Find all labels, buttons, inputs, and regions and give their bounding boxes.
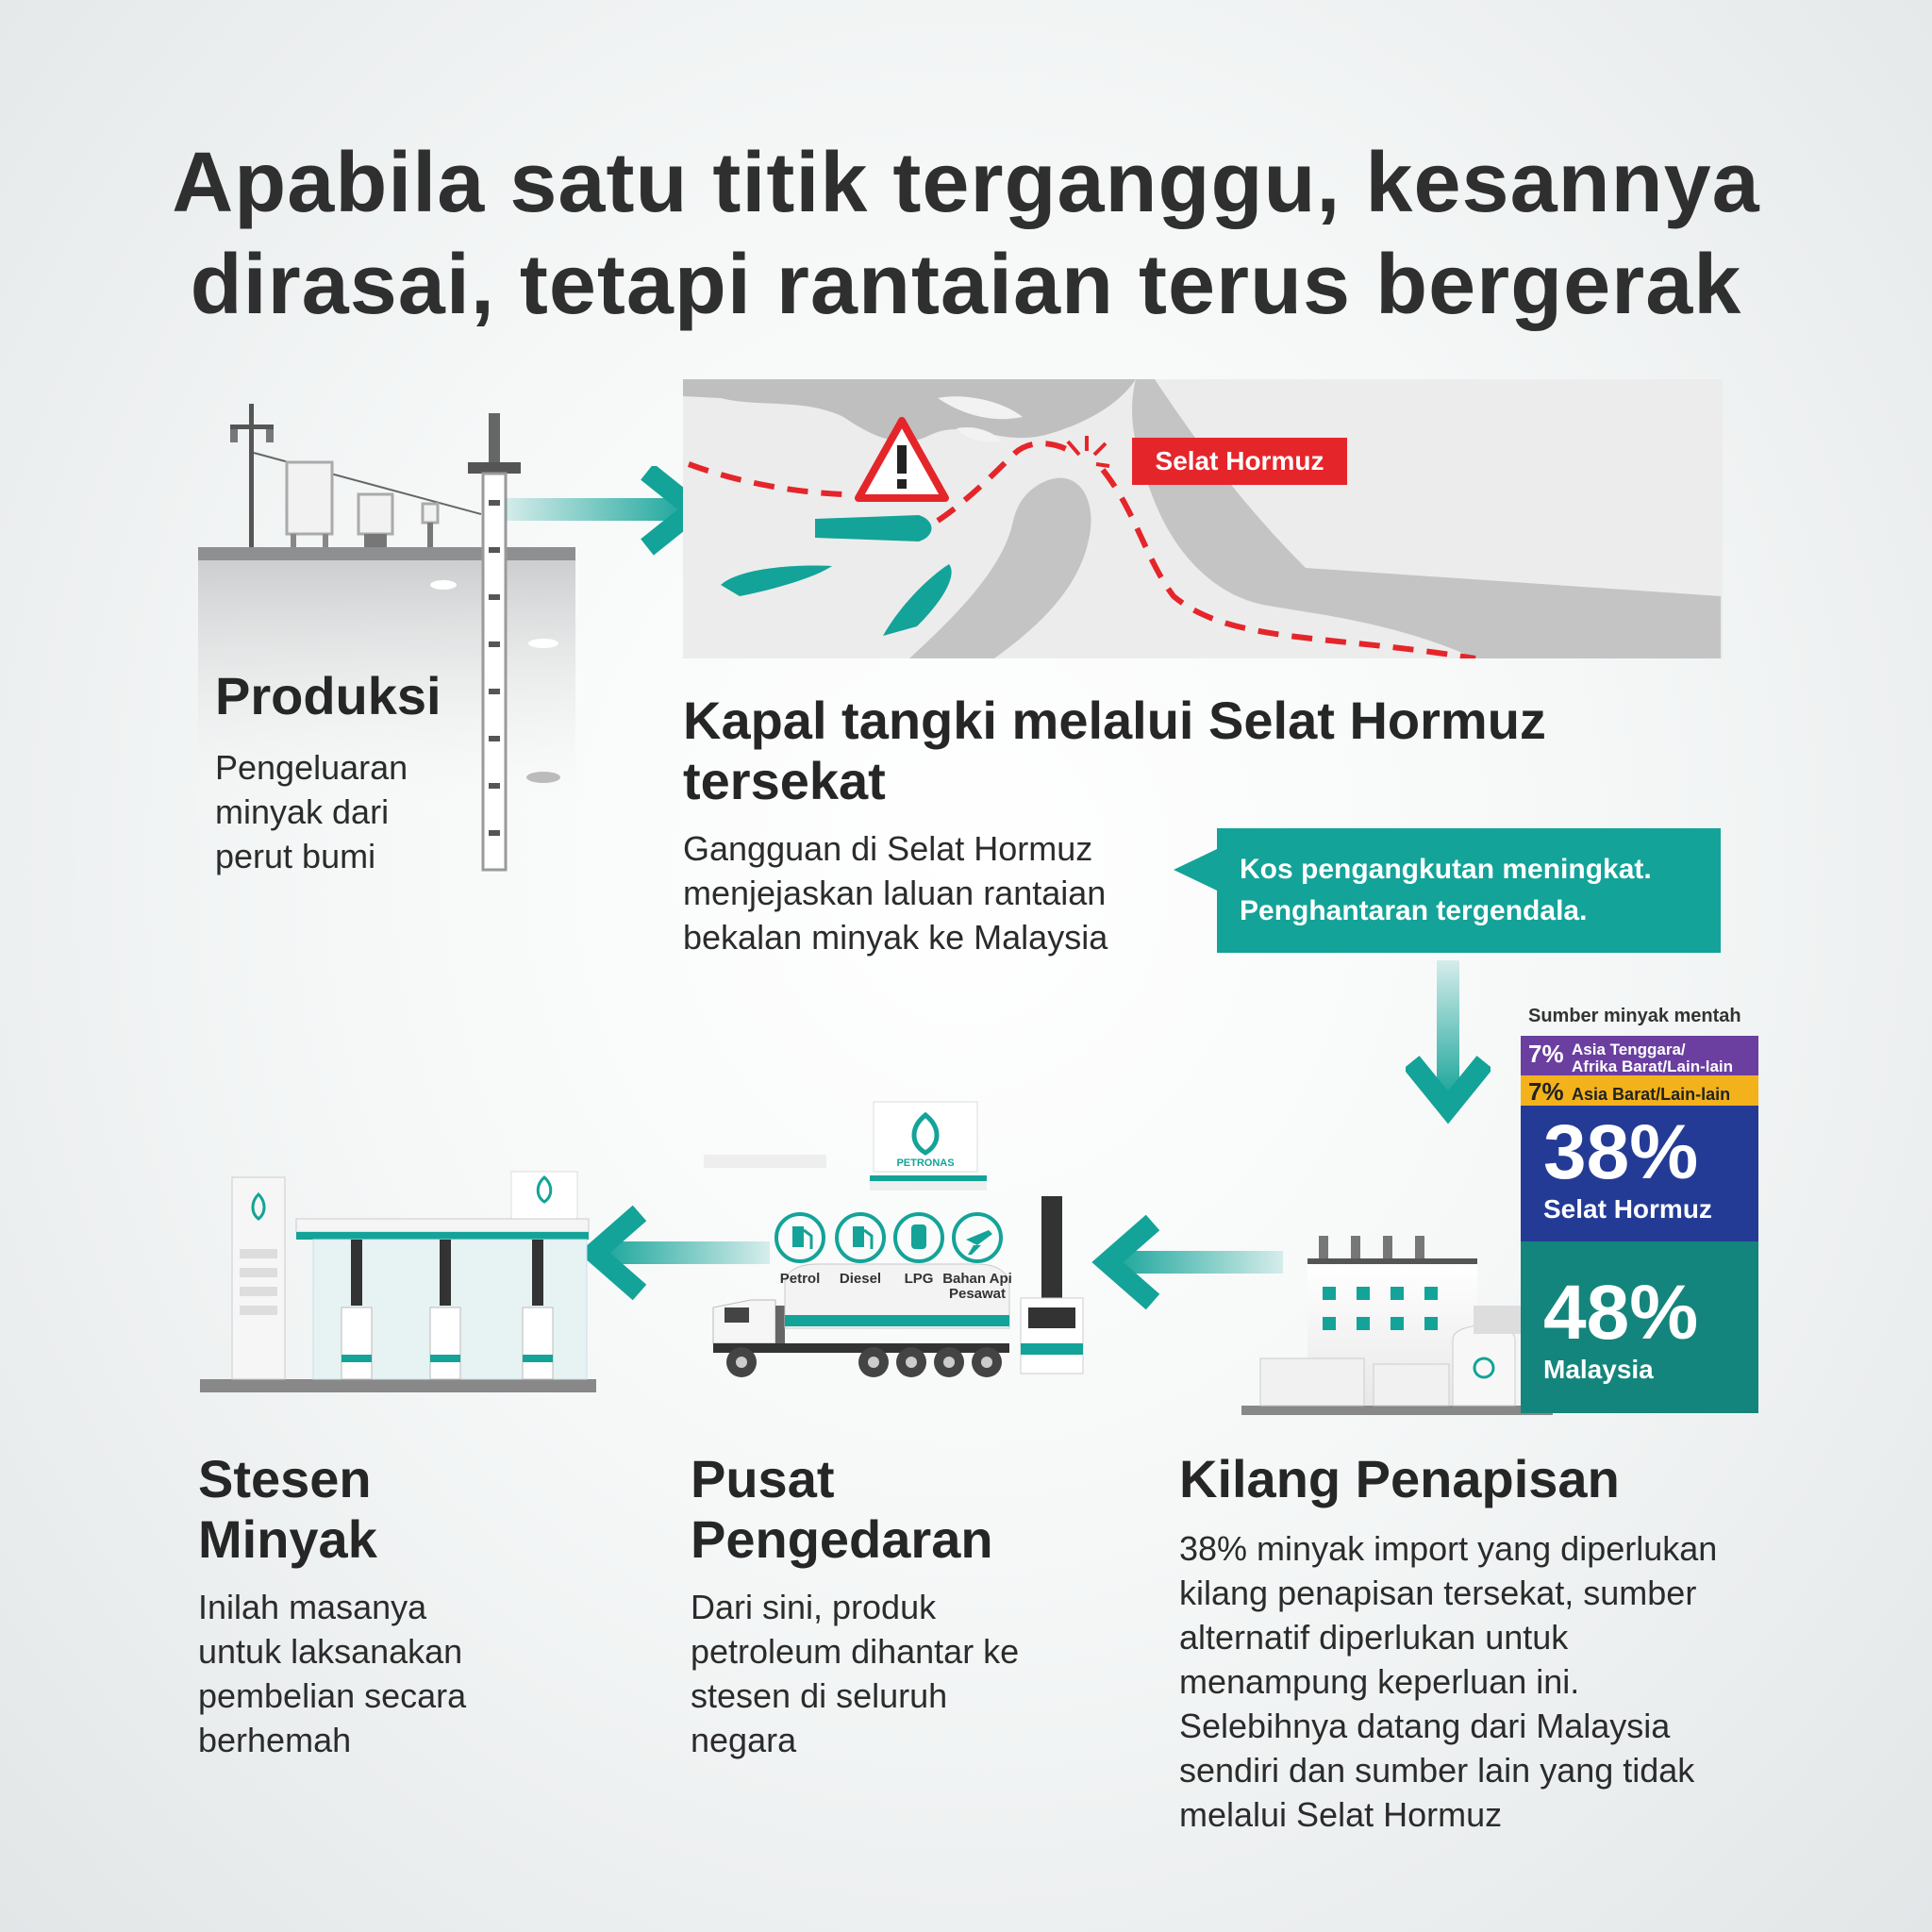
segment-selat-hormuz bbox=[1521, 1106, 1758, 1241]
fuel-label-petrol: Petrol bbox=[779, 1271, 821, 1287]
produksi-heading: Produksi bbox=[215, 666, 441, 725]
petrol-station-illustration bbox=[200, 1158, 596, 1394]
kilang-heading: Kilang Penapisan bbox=[1179, 1449, 1620, 1508]
strait-of-hormuz-label: Selat Hormuz bbox=[1132, 438, 1347, 485]
segment-malaysia bbox=[1521, 1241, 1758, 1413]
page-title: Apabila satu titik terganggu, kesannya dirasai, tetapi rantaian terus bergerak bbox=[172, 136, 1760, 332]
pusat-heading: Pusat Pengedaran bbox=[691, 1449, 993, 1569]
segment-value: 7% bbox=[1528, 1040, 1564, 1068]
fuel-label-jet-fuel: Bahan Api Pesawat bbox=[942, 1271, 1012, 1302]
segment-asia-tenggara bbox=[1521, 1036, 1758, 1075]
kilang-body: 38% minyak import yang diperlukan kilang penapisan tersekat, sumber alternatif diperlukan untuk menampung keperluan ini. Selebihnya datang dari Malaysia sendiri dan sumber lain yang tidak melalui Selat Hormuz bbox=[1179, 1529, 1718, 1834]
kapal-heading: Kapal tangki melalui Selat Hormuz tersekat bbox=[683, 691, 1546, 810]
stesen-body: Inilah masanya untuk laksanakan pembelian secara berhemah bbox=[198, 1588, 467, 1759]
refinery-illustration bbox=[1241, 1217, 1553, 1415]
segment-label: Asia Barat/Lain-lain bbox=[1572, 1085, 1731, 1104]
stesen-heading: Stesen Minyak bbox=[198, 1449, 377, 1569]
strait-of-hormuz-map bbox=[683, 379, 1723, 658]
kapal-body: Gangguan di Selat Hormuz menjejaskan laluan rantaian bekalan minyak ke Malaysia bbox=[683, 829, 1108, 957]
crude-source-stacked-bar bbox=[1521, 1036, 1758, 1413]
segment-label: Selat Hormuz bbox=[1543, 1194, 1712, 1224]
segment-label: Asia Tenggara/ Afrika Barat/Lain-lain bbox=[1572, 1040, 1734, 1075]
segment-asia-barat bbox=[1521, 1075, 1758, 1106]
brand-text: PETRONAS bbox=[896, 1158, 955, 1169]
segment-value: 38% bbox=[1543, 1109, 1699, 1195]
impact-callout: Kos pengangkutan meningkat. Penghantaran tergendala. bbox=[1217, 828, 1721, 953]
segment-value: 48% bbox=[1543, 1270, 1699, 1356]
callout-pointer bbox=[1174, 849, 1217, 891]
segment-label: Malaysia bbox=[1543, 1355, 1654, 1384]
flow-arrow-down-icon bbox=[1406, 960, 1491, 1128]
fuel-label-lpg: LPG bbox=[904, 1271, 934, 1287]
fuel-label-diesel: Diesel bbox=[839, 1271, 882, 1287]
pusat-body: Dari sini, produk petroleum dihantar ke stesen di seluruh negara bbox=[691, 1588, 1020, 1759]
segment-value: 7% bbox=[1528, 1077, 1564, 1106]
chart-title: Sumber minyak mentah bbox=[1528, 1006, 1741, 1026]
flow-arrow-left-icon bbox=[572, 1206, 770, 1300]
produksi-body: Pengeluaran minyak dari perut bumi bbox=[215, 748, 408, 875]
flow-arrow-left-icon bbox=[1085, 1215, 1283, 1309]
